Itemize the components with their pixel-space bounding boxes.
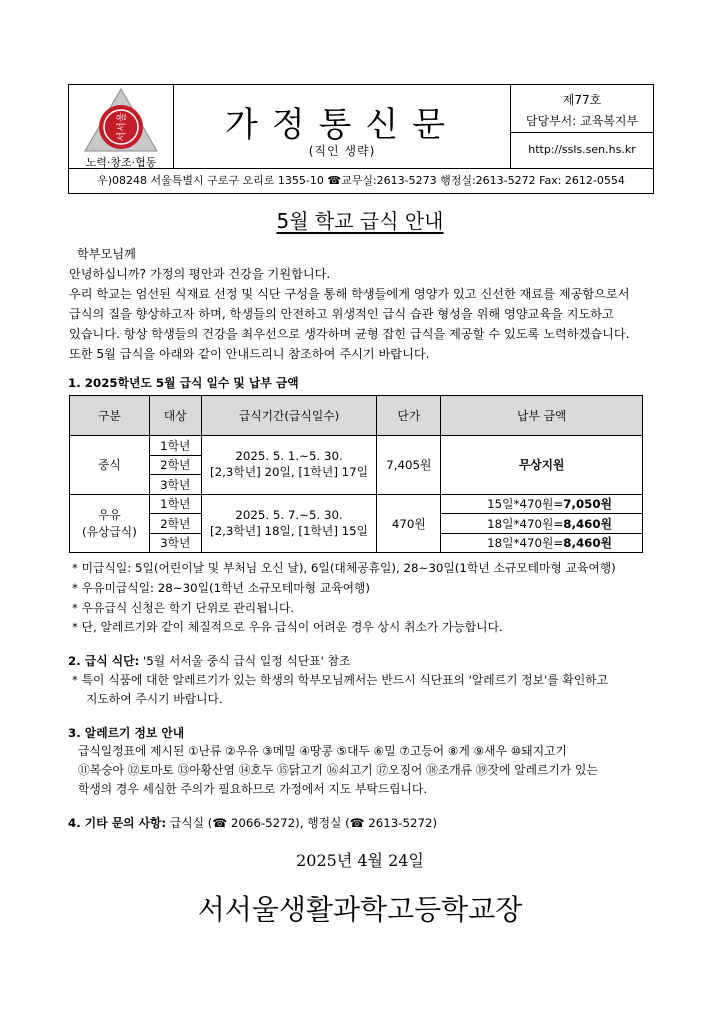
newsletter-header xyxy=(68,84,654,169)
section-2-note: 지도하여 주시기 바랍니다. xyxy=(86,692,223,706)
note-item: * 우유미급식일: 28~30일(1학년 소규모테마형 교육여행) xyxy=(72,581,371,595)
logo-cell xyxy=(69,85,174,169)
milk-payment: 18일*470원=8,460원 xyxy=(441,514,643,534)
lunch-period: 2025. 5. 1.~5. 30. [2,3학년] 20일, [1학년] 17일 xyxy=(201,436,377,495)
milk-payment: 15일*470원=7,050원 xyxy=(441,494,643,514)
intro-line: 있습니다. 항상 학생들의 건강을 최우선으로 생각하며 균형 잡힌 급식을 제공할 수 있도록 노력하겠습니다. xyxy=(69,327,630,341)
info-cell xyxy=(511,85,653,169)
note-item: * 미급식일: 5일(어린이날 및 부처님 오신 날), 6일(대체공휴일), 28~30일(1학년 소규모테마형 교육여행) xyxy=(72,561,616,575)
milk-payment: 18일*470원=8,460원 xyxy=(441,533,643,553)
section-2-note: * 특이 식품에 대한 알레르기가 있는 학생의 학부모님께서는 반드시 식단표의 '알레르기 정보'를 확인하고 xyxy=(72,673,609,687)
grade-cell: 1학년 xyxy=(149,436,201,456)
table-row xyxy=(70,436,643,456)
grade-cell: 3학년 xyxy=(149,533,201,553)
section-1-title: 1. 2025학년도 5월 급식 일수 및 납부 금액 xyxy=(68,376,299,390)
allergy-line: 학생의 경우 세심한 주의가 필요하므로 가정에서 지도 부탁드립니다. xyxy=(78,782,428,796)
section-3-title: 3. 알레르기 정보 안내 xyxy=(68,726,185,740)
milk-period: 2025. 5. 7.~5. 30. [2,3학년] 18일, [1학년] 15일 xyxy=(201,494,377,553)
school-motto: 노력·창조·협동 xyxy=(85,156,157,169)
lunch-category: 중식 xyxy=(70,436,150,495)
lunch-price: 7,405원 xyxy=(377,436,441,495)
grade-cell: 3학년 xyxy=(149,475,201,495)
lunch-payment: 무상지원 xyxy=(441,436,643,495)
svg-text:서서울: 서서울 xyxy=(117,112,128,142)
table-header-row xyxy=(70,396,643,436)
note-item: * 단, 알레르기와 같이 체질적으로 우유 급식이 어려운 경우 상시 취소가 가능합니다. xyxy=(72,620,503,634)
meal-fee-table xyxy=(69,395,643,553)
school-logo-icon xyxy=(83,87,159,153)
salutation: 학부모님께 xyxy=(77,247,136,261)
section-2-title: 2. 급식 식단: '5월 서서울 중식 급식 일정 식단표' 참조 xyxy=(68,654,351,668)
header-payment: 납부 금액 xyxy=(441,396,643,436)
header-category: 구분 xyxy=(70,396,150,436)
intro-line: 급식의 질을 향상하고자 하며, 학생들의 안전하고 위생적인 급식 습관 형성을 위해 영양교육을 지도하고 xyxy=(69,307,614,321)
header-target: 대상 xyxy=(149,396,201,436)
header-period: 급식기간(급식일수) xyxy=(201,396,377,436)
intro-line: 우리 학교는 엄선된 식재료 선정 및 식단 구성을 통해 학생들에게 영양가 있고 신선한 재료를 제공함으로서 xyxy=(69,287,630,301)
principal-signature: 서서울생활과학고등학교장 xyxy=(197,893,523,926)
department: 담당부서: 교육복지부 xyxy=(525,114,639,128)
issue-number: 제77호 xyxy=(562,93,602,107)
title-cell xyxy=(174,85,511,169)
page-title: 가정통신문 xyxy=(224,105,460,145)
seal-omitted-note: (직인 생략) xyxy=(308,144,376,158)
milk-category: 우유 (유상급식) xyxy=(70,494,150,553)
header-unit-price: 단가 xyxy=(377,396,441,436)
address-bar: 우)08248 서울특별시 구로구 오리로 1355-10 ☎교무실:2613-5273 행정실:2613-5272 Fax: 2612-0554 xyxy=(68,168,654,194)
grade-cell: 2학년 xyxy=(149,455,201,475)
school-url[interactable]: http://ssls.sen.hs.kr xyxy=(528,143,636,156)
divider xyxy=(511,132,653,133)
allergy-line: ⑪복숭아 ⑫토마토 ⑬아황산염 ⑭호두 ⑮닭고기 ⑯쇠고기 ⑰오징어 ⑱조개류 ⑲잣에 알레르기가 있는 xyxy=(78,763,598,777)
note-item: * 우유급식 신청은 학기 단위로 관리됩니다. xyxy=(72,601,295,615)
table-row xyxy=(70,494,643,514)
grade-cell: 1학년 xyxy=(149,494,201,514)
document-title: 5월 학교 급식 안내 xyxy=(276,209,444,233)
section-4-title: 4. 기타 문의 사항: 급식실 (☎ 2066-5272), 행정실 (☎ 2613-5272) xyxy=(68,816,438,830)
milk-price: 470원 xyxy=(377,494,441,553)
grade-cell: 2학년 xyxy=(149,514,201,534)
issue-date: 2025년 4월 24일 xyxy=(296,851,424,870)
allergy-line: 급식일정표에 제시된 ①난류 ②우유 ③메밀 ④땅콩 ⑤대두 ⑥밀 ⑦고등어 ⑧게 ⑨새우 ⑩돼지고기 xyxy=(78,744,567,758)
intro-line: 또한 5월 급식을 아래와 같이 안내드리니 참조하여 주시기 바랍니다. xyxy=(69,347,430,361)
intro-line: 안녕하십니까? 가정의 평안과 건강을 기원합니다. xyxy=(69,267,331,281)
